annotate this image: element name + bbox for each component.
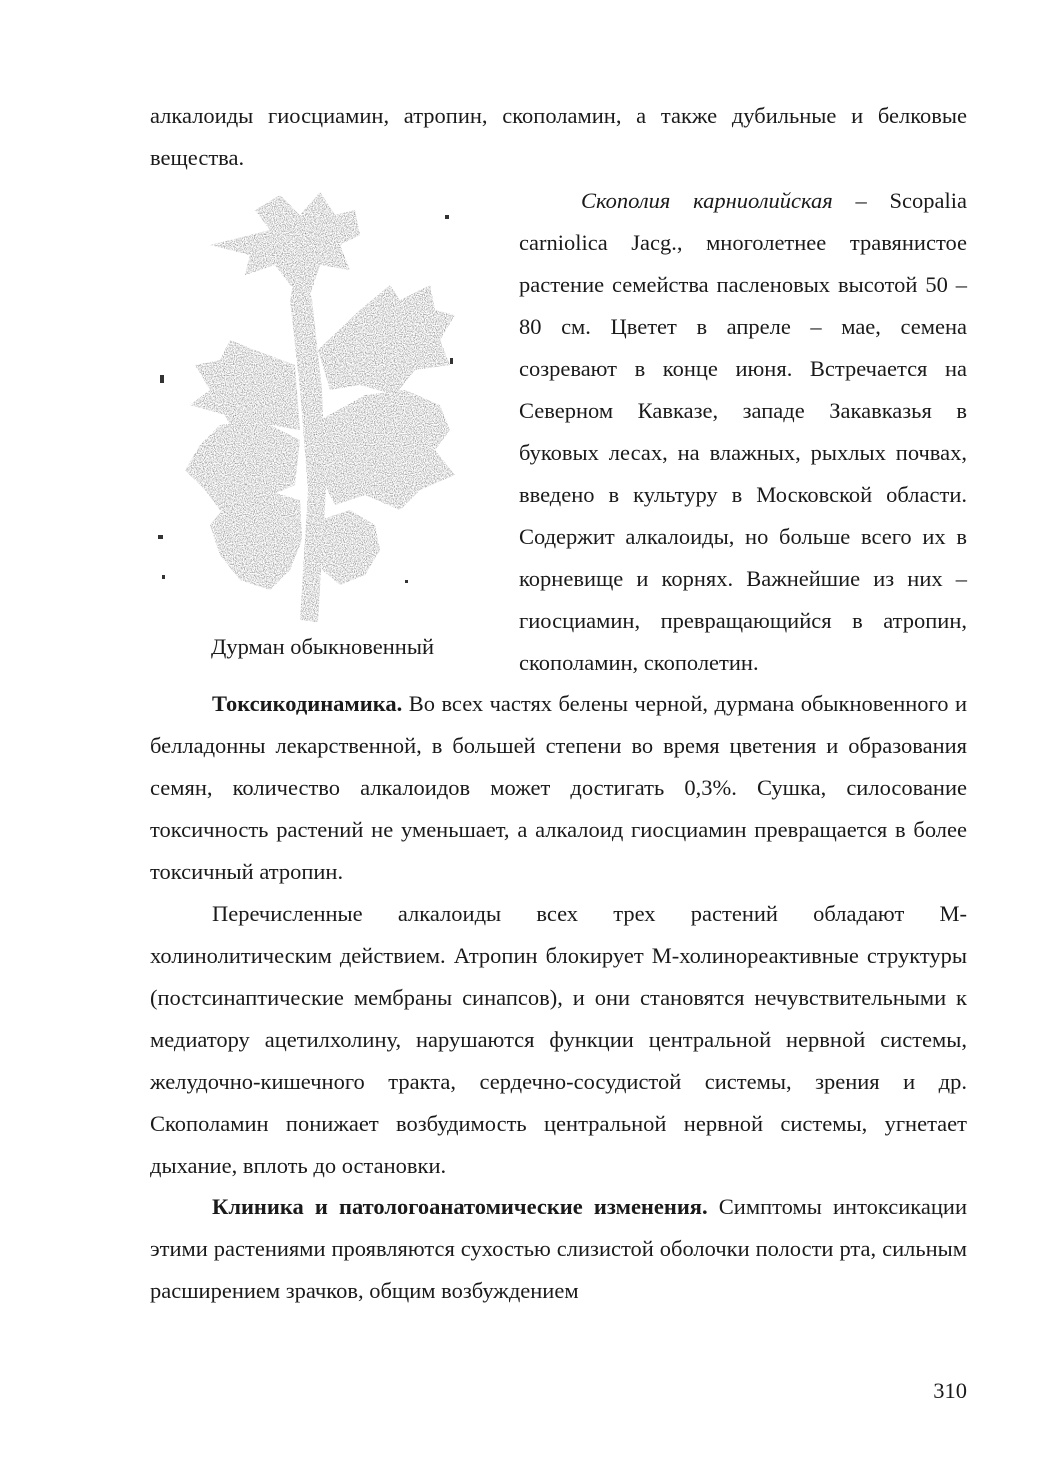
speck [162, 575, 165, 579]
toxicodynamics-text: Во всех частях белены черной, дурмана обыкновенного и белладонны лекарственной, в большей степени во время цветения и образования семян, количество алкалоидов может достигать 0,3%. Сушка, силосование токсичность растений не уменьшает, а алкалоид гиосциамин превращается в более токсичный атропин. [150, 691, 967, 884]
toxicodynamics-heading: Токсикодинамика. [212, 691, 403, 716]
speck [450, 358, 453, 364]
clinic-paragraph [150, 1186, 967, 1312]
intro-paragraph [150, 95, 967, 179]
figure-caption: Дурман обыкновенный [210, 634, 434, 659]
speck [445, 215, 449, 219]
listed-alkaloids-paragraph [150, 893, 967, 1187]
listed-alkaloids-text: Перечисленные алкалоиды всех трех растений обладают М-холинолитическим действием. Атропин блокирует М-холинореактивные структуры (постсинаптические мембраны синапсов), и они становятся нечувствительными к медиатору ацетилхолину, нарушаются функции центральной нервной системы, желудочно-кишечного тракта, сердечно-сосудистой системы, зрения и др. Скополамин понижает возбудимость центральной нервной системы, угнетает дыхание, вплоть до остановки. [150, 901, 967, 1178]
scopolia-dash: – [832, 188, 890, 213]
clinic-text: Симптомы интоксикации этими растениями проявляются сухостью слизистой оболочки полости рта, сильным расширением зрачков, общим возбуждением [150, 1194, 967, 1303]
page-number: 310 [933, 1378, 967, 1403]
scopolia-paragraph [519, 180, 967, 684]
intro-text: алкалоиды гиосциамин, атропин, скополамин, а также дубильные и белковые вещества. [150, 103, 967, 170]
scopolia-text: Scopalia carniolica Jacg., многолетнее травянистое растение семейства пасленовых высотой 50 – 80 см. Цветет в апреле – мае, семена созревают в конце июня. Встречается на Северном Кавказе, западе Закавказья в буковых лесах, на влажных, рыхлых почвах, введено в культуру в Московской области. Содержит алкалоиды, но больше всего их в корневище и корнях. Важнейшие из них – гиосциамин, превращающийся в атропин, скополамин, скополетин. [519, 188, 967, 675]
scopolia-name: Скополия карниолийская [581, 188, 833, 213]
toxicodynamics-paragraph [150, 683, 967, 893]
figure-datura [150, 190, 495, 680]
speck [158, 535, 163, 539]
clinic-heading: Клиника и патологоанатомические изменения. [212, 1194, 708, 1219]
speck [160, 375, 164, 383]
datura-plant-illustration [150, 190, 495, 630]
speck [405, 580, 408, 583]
